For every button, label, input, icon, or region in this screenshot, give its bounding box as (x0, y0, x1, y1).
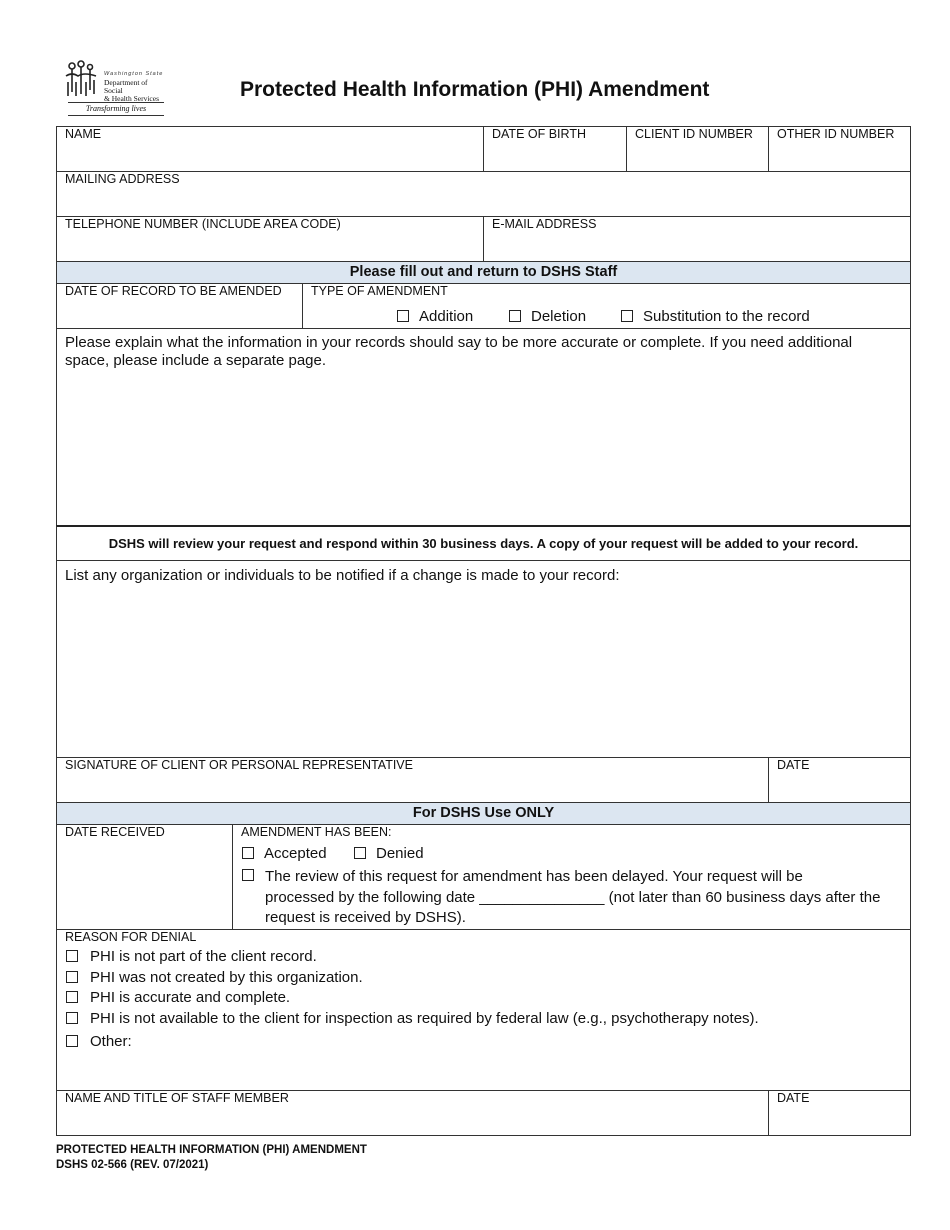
reason-checkbox[interactable] (66, 971, 78, 983)
delayed-checkbox[interactable] (242, 869, 254, 881)
reason-checkbox[interactable] (66, 1012, 78, 1024)
accepted-checkbox[interactable] (242, 847, 254, 859)
telephone-field[interactable] (56, 216, 484, 262)
page-title: Protected Health Information (PHI) Amendment (240, 78, 710, 101)
telephone-label: TELEPHONE NUMBER (INCLUDE AREA CODE) (65, 217, 341, 231)
staff-date-field[interactable] (768, 1090, 911, 1136)
reason-item[interactable]: PHI was not created by this organization. (66, 969, 363, 986)
review-notice-box (56, 525, 911, 561)
footer-form-title: PROTECTED HEALTH INFORMATION (PHI) AMENDMENT (56, 1144, 367, 1156)
name-label: NAME (65, 127, 102, 141)
date-of-record-label: DATE OF RECORD TO BE AMENDED (65, 284, 282, 298)
reason-item[interactable]: PHI is not part of the client record. (66, 948, 317, 965)
email-field[interactable] (483, 216, 911, 262)
reason-item-other[interactable]: Other: (66, 1033, 132, 1050)
date-received-field[interactable] (56, 824, 233, 930)
client-signature-field[interactable] (56, 757, 769, 803)
mailing-address-field[interactable] (56, 171, 911, 217)
dob-label: DATE OF BIRTH (492, 127, 586, 141)
mailing-address-label: MAILING ADDRESS (65, 172, 180, 186)
staff-name-title-label: NAME AND TITLE OF STAFF MEMBER (65, 1091, 289, 1105)
client-id-field[interactable] (626, 126, 769, 172)
delayed-notice: The review of this request for amendment has been delayed. Your request will be processed by the following date _______________ (not later than 60 business days after the request is received by DSHS). (265, 868, 881, 926)
type-of-amendment-label: TYPE OF AMENDMENT (311, 284, 448, 298)
denied-option[interactable]: Denied (354, 845, 424, 862)
reason-checkbox[interactable] (66, 950, 78, 962)
date-received-label: DATE RECEIVED (65, 825, 165, 839)
type-of-amendment-group (302, 283, 911, 329)
deletion-option[interactable]: Deletion (509, 308, 586, 325)
reason-item[interactable]: PHI is not available to the client for inspection as required by federal law (e.g., psychotherapy notes). (66, 1010, 759, 1027)
explanation-instructions: Please explain what the information in your records should say to be more accurate or complete. If you need additional space, please include a separate page. (65, 334, 853, 369)
logo-state: Washington State (104, 71, 164, 77)
other-id-field[interactable] (768, 126, 911, 172)
footer-form-number: DSHS 02-566 (REV. 07/2021) (56, 1159, 209, 1171)
dshs-use-banner: For DSHS Use ONLY (56, 802, 911, 825)
name-field[interactable] (56, 126, 484, 172)
email-label: E-MAIL ADDRESS (492, 217, 597, 231)
logo-tagline: Transforming lives (68, 102, 164, 116)
explanation-field[interactable] (56, 328, 911, 526)
substitution-option[interactable]: Substitution to the record (621, 308, 810, 325)
addition-option[interactable]: Addition (397, 308, 473, 325)
addition-checkbox[interactable] (397, 310, 409, 322)
reason-for-denial-label: REASON FOR DENIAL (65, 930, 197, 944)
notify-field[interactable] (56, 560, 911, 758)
denied-checkbox[interactable] (354, 847, 366, 859)
substitution-checkbox[interactable] (621, 310, 633, 322)
reason-item[interactable]: PHI is accurate and complete. (66, 989, 290, 1006)
logo-department: Department of Social & Health Services (104, 78, 159, 103)
date-of-record-field[interactable] (56, 283, 303, 329)
family-seal-icon (62, 60, 102, 100)
deletion-checkbox[interactable] (509, 310, 521, 322)
notify-instructions: List any organization or individuals to be notified if a change is made to your record: (65, 567, 620, 584)
staff-name-title-field[interactable] (56, 1090, 769, 1136)
other-id-label: OTHER ID NUMBER (777, 127, 895, 141)
dshs-logo (62, 60, 166, 118)
signature-date-field[interactable] (768, 757, 911, 803)
fill-out-banner: Please fill out and return to DSHS Staff (56, 261, 911, 284)
dob-field[interactable] (483, 126, 627, 172)
signature-date-label: DATE (777, 758, 810, 772)
amendment-status-label: AMENDMENT HAS BEEN: (241, 825, 392, 839)
client-signature-label: SIGNATURE OF CLIENT OR PERSONAL REPRESENTATIVE (65, 758, 413, 772)
reason-checkbox[interactable] (66, 1035, 78, 1047)
accepted-option[interactable]: Accepted (242, 845, 327, 862)
reason-checkbox[interactable] (66, 991, 78, 1003)
client-id-label: CLIENT ID NUMBER (635, 127, 753, 141)
review-notice: DSHS will review your request and respond within 30 business days. A copy of your request will be added to your record. (108, 536, 859, 551)
staff-date-label: DATE (777, 1091, 810, 1105)
